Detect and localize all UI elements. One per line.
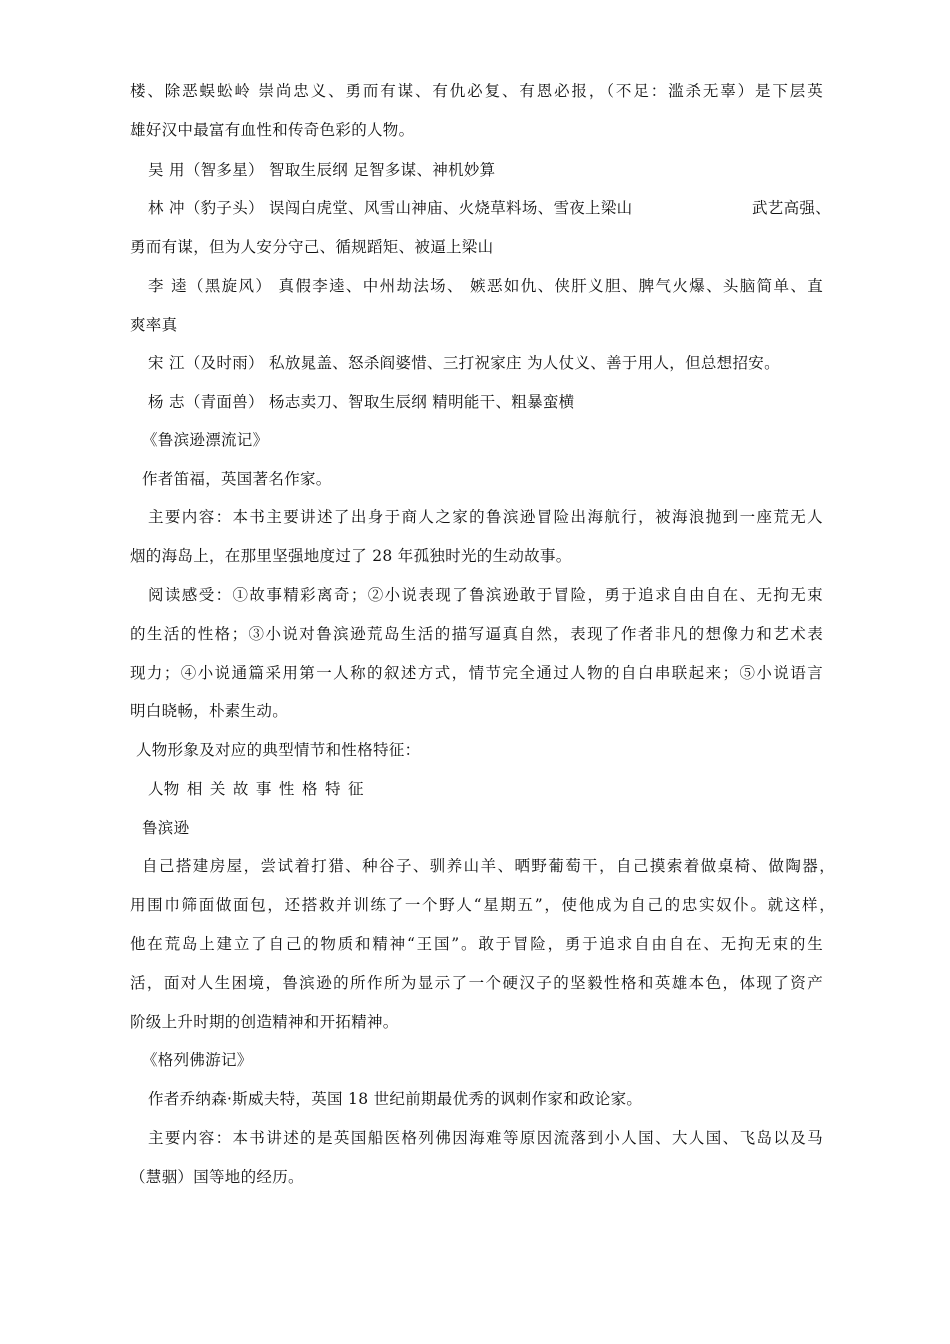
content-line: 主要内容：本书讲述的是英国船医格列佛因海难等原因流落到小人国、大人国、飞岛以及马	[148, 1129, 823, 1147]
content-line: 烟的海岛上，在那里坚强地度过了 28 年孤独时光的生动故事。	[130, 547, 572, 565]
character-entry-lin-chong: 林 冲（豹子头） 误闯白虎堂、风雪山神庙、火烧草料场、雪夜上梁山	[148, 199, 633, 217]
feeling-line: 的生活的性格；③小说对鲁滨逊荒岛生活的描写逼真自然，表现了作者非凡的想像力和艺术表	[130, 625, 823, 643]
feeling-line: 现力；④小说通篇采用第一人称的叙述方式，情节完全通过人物的自白串联起来；⑤小说语言	[130, 664, 823, 682]
author-line: 作者笛福，英国著名作家。	[142, 470, 332, 488]
feeling-line: 阅读感受：①故事精彩离奇；②小说表现了鲁滨逊敢于冒险，勇于追求自由自在、无拘无束	[148, 586, 823, 604]
character-entry-li-kui: 李 逵（黑旋风） 真假李逵、中州劫法场、 嫉恶如仇、侠肝义胆、脾气火爆、头脑简单、直	[148, 277, 823, 295]
content-line: 主要内容：本书主要讲述了出身于商人之家的鲁滨逊冒险出海航行，被海浪抛到一座荒无人	[148, 508, 823, 526]
paragraph-line: 勇而有谋，但为人安分守己、循规蹈矩、被逼上梁山	[130, 238, 494, 256]
character-description-line: 他在荒岛上建立了自己的物质和精神“王国”。敢于冒险，勇于追求自由自在、无拘无束的生	[130, 935, 823, 953]
book-title-gulliver: 《格列佛游记》	[142, 1051, 253, 1069]
character-description-line: 阶级上升时期的创造精神和开拓精神。	[130, 1013, 399, 1031]
table-header: 人物 相 关 故 事 性 格 特 征	[148, 780, 364, 798]
book-title-robinson: 《鲁滨逊漂流记》	[142, 431, 269, 449]
author-line: 作者乔纳森·斯威夫特，英国 18 世纪前期最优秀的讽刺作家和政论家。	[148, 1090, 643, 1108]
character-entry-lin-chong-traits: 武艺高强、	[752, 199, 832, 217]
character-name: 鲁滨逊	[142, 819, 190, 837]
paragraph-line: 楼、除恶蜈蚣岭 崇尚忠义、勇而有谋、有仇必复、有恩必报，（不足：滥杀无辜）是下层英	[130, 82, 823, 100]
feeling-line: 明白晓畅，朴素生动。	[130, 702, 289, 720]
character-description-line: 活，面对人生困境，鲁滨逊的所作所为显示了一个硬汉子的坚毅性格和英雄本色，体现了资产	[130, 974, 823, 992]
characters-heading: 人物形象及对应的典型情节和性格特征：	[136, 741, 421, 759]
content-line: （慧骃）国等地的经历。	[130, 1168, 304, 1186]
paragraph-line: 爽率真	[130, 316, 178, 334]
character-entry-yang-zhi: 杨 志（青面兽） 杨志卖刀、智取生辰纲 精明能干、粗暴蛮横	[148, 393, 575, 411]
paragraph-line: 雄好汉中最富有血性和传奇色彩的人物。	[130, 121, 415, 139]
character-entry-song-jiang: 宋 江（及时雨） 私放晁盖、怒杀阎婆惜、三打祝家庄 为人仗义、善于用人，但总想招安。	[148, 354, 780, 372]
character-entry-wu-yong: 吴 用（智多星） 智取生辰纲 足智多谋、神机妙算	[148, 161, 496, 179]
character-description-line: 自己搭建房屋，尝试着打猎、种谷子、驯养山羊、晒野葡萄干，自己摸索着做桌椅、做陶器，	[142, 857, 835, 875]
character-description-line: 用围巾筛面做面包，还搭救并训练了一个野人“星期五”，使他成为自己的忠实奴仆。就这样，	[130, 896, 835, 914]
